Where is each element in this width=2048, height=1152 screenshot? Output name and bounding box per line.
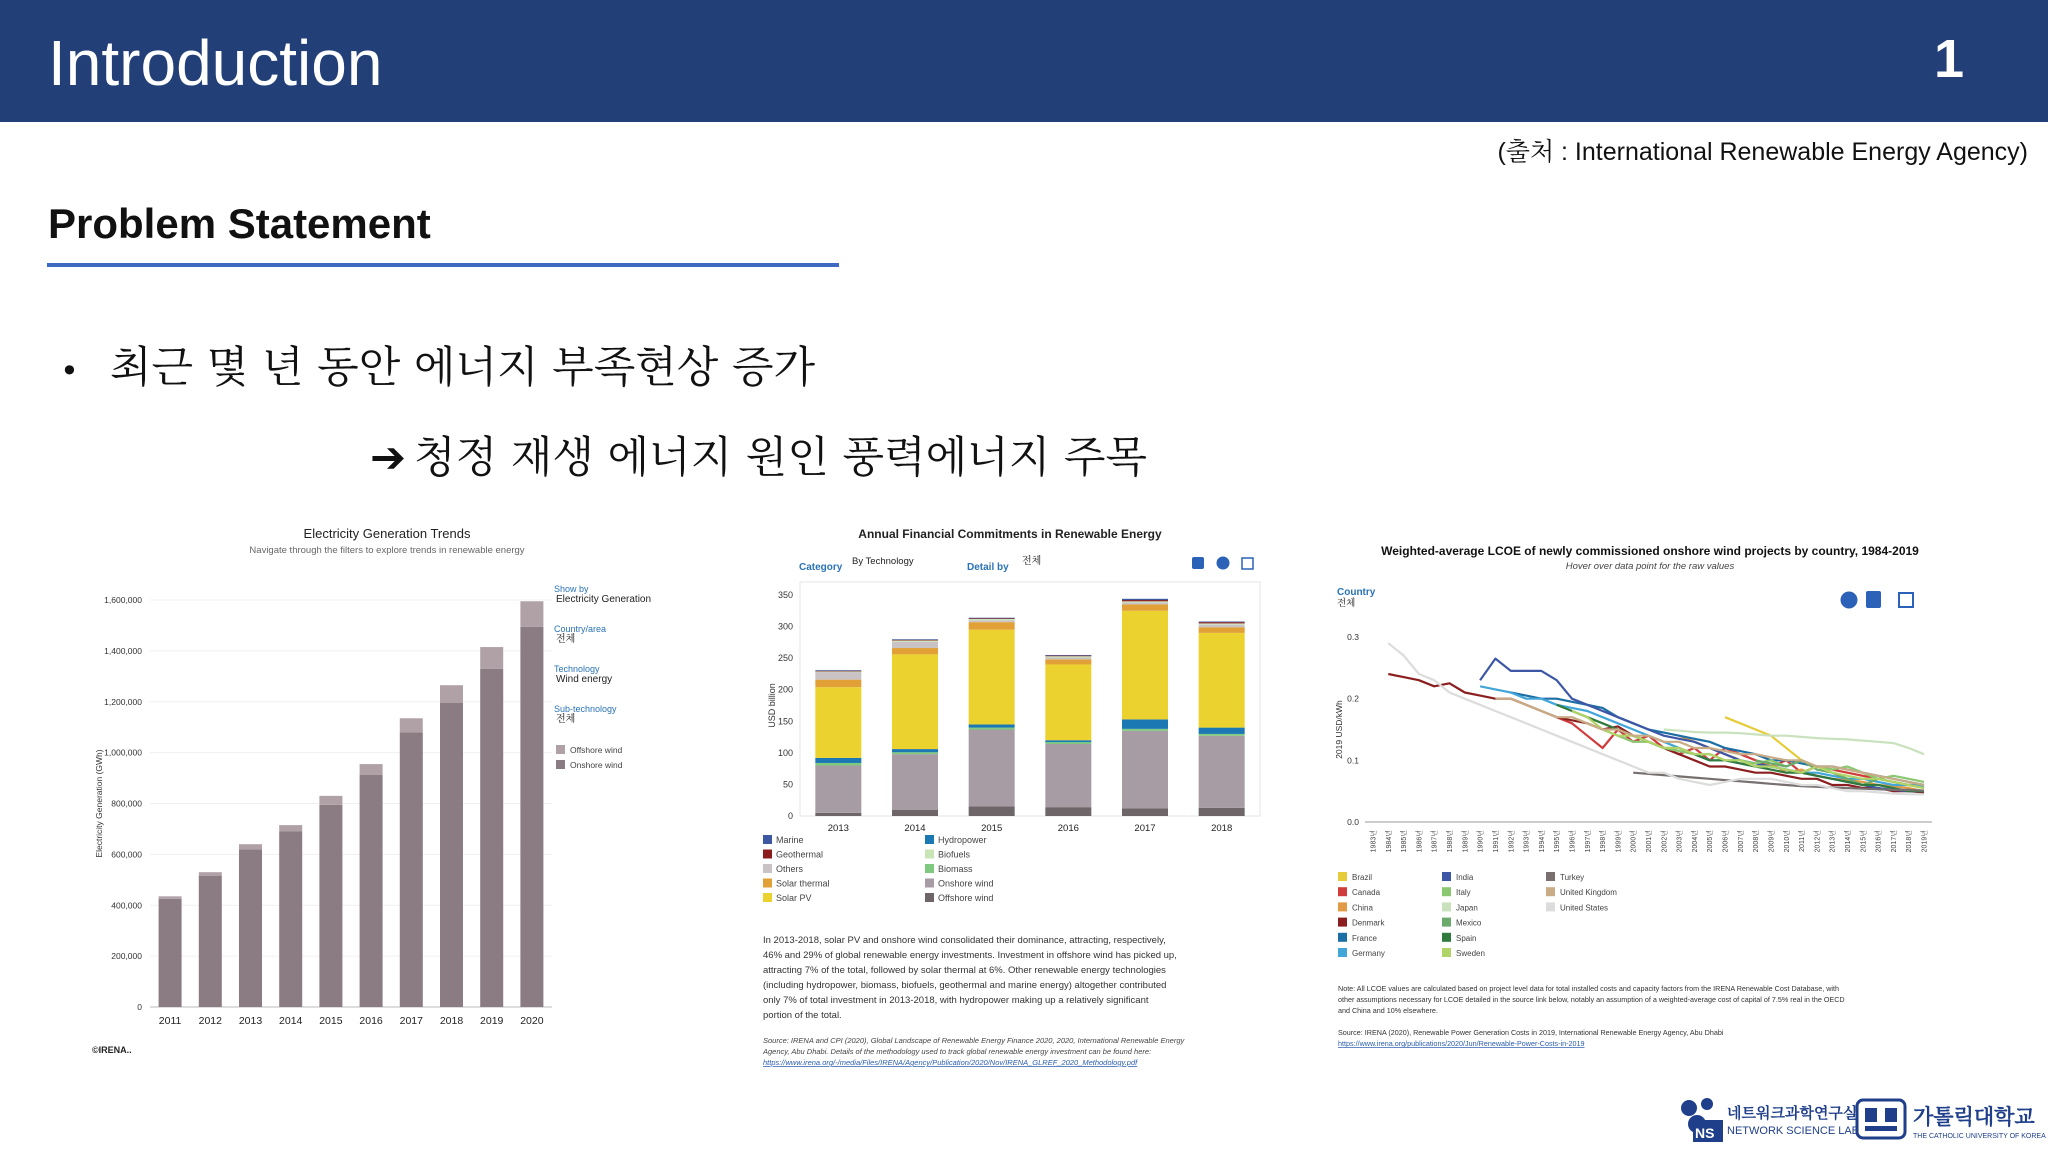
chart1-ytick-label: 200,000 bbox=[111, 951, 142, 962]
chart2-bar-segment bbox=[1045, 740, 1091, 742]
chart2-legend-swatch bbox=[925, 835, 934, 844]
chart1-xtick-label: 2017 bbox=[399, 1015, 423, 1027]
chart1-ytick-label: 0 bbox=[137, 1002, 142, 1012]
chart2-bar-segment bbox=[892, 639, 938, 640]
chart2-bar-segment bbox=[1045, 744, 1091, 807]
chart2-source-link: https://www.irena.org/-/media/Files/IRENA/Agency/Publication/2020/Nov/IRENA_GLREF_2020_Methodology.pdf bbox=[763, 1058, 1138, 1067]
chart2-legend-swatch bbox=[763, 864, 772, 873]
chart3-legend-swatch bbox=[1442, 918, 1451, 927]
chart2-title: Annual Financial Commitments in Renewable Energy bbox=[858, 527, 1162, 541]
chart3-filter-value: 전체 bbox=[1337, 598, 1356, 609]
chart2-bar-segment bbox=[969, 619, 1015, 620]
chart1-bar-offshore bbox=[520, 601, 543, 626]
chart3-note-line: and China and 10% elsewhere. bbox=[1338, 1006, 1438, 1015]
chart3-legend-label: Germany bbox=[1352, 949, 1385, 958]
chart2-bar-segment bbox=[1199, 627, 1245, 633]
chart1-legend-swatch bbox=[556, 745, 565, 754]
chart3-legend-label: Denmark bbox=[1352, 918, 1385, 928]
chart2-ytick-label: 0 bbox=[787, 811, 793, 821]
chart1-filter-value: Wind energy bbox=[556, 674, 613, 685]
chart2-xtick-label: 2014 bbox=[904, 823, 926, 834]
chart3-xtick-label: 2015년 bbox=[1860, 830, 1868, 853]
chart3-legend-swatch bbox=[1338, 887, 1347, 896]
chart3-legend-label: Japan bbox=[1456, 903, 1478, 913]
chart2-ylabel: USD billion bbox=[767, 683, 777, 728]
chart1-bar-offshore bbox=[480, 647, 503, 669]
arrow-text: 청정 재생 에너지 원인 풍력에너지 주목 bbox=[414, 433, 1147, 483]
chart1-xtick-label: 2018 bbox=[439, 1015, 464, 1027]
chart3-source-link: https://www.irena.org/publications/2020/Jun/Renewable-Power-Costs-in-2019 bbox=[1338, 1039, 1585, 1048]
chart2-legend-swatch bbox=[763, 879, 772, 888]
chart1-filter-label: Show by bbox=[554, 584, 589, 594]
chart2-ytick-label: 200 bbox=[777, 684, 793, 695]
chart2-bar-segment bbox=[969, 807, 1015, 816]
chart2-edit-icon bbox=[1242, 558, 1253, 569]
chart2-bar-segment bbox=[1122, 719, 1168, 728]
chart1-xtick-label: 2014 bbox=[279, 1015, 303, 1027]
chart3-xtick-label: 2014년 bbox=[1844, 830, 1852, 853]
chart2-bar-segment bbox=[1199, 625, 1245, 628]
chart3-ytick-label: 0.3 bbox=[1347, 632, 1359, 642]
chart1-ytick-label: 400,000 bbox=[111, 900, 142, 911]
chart3-legend-label: Spain bbox=[1456, 933, 1477, 943]
chart1-bar-onshore bbox=[440, 703, 463, 1007]
chart1-bar-onshore bbox=[279, 831, 302, 1007]
chart3-xtick-label: 2000년 bbox=[1630, 830, 1638, 853]
chart2-bar-segment bbox=[892, 752, 938, 754]
chart2-bar-segment bbox=[1199, 633, 1245, 728]
chart2-bar-segment bbox=[815, 680, 861, 688]
chart2-bar-segment bbox=[815, 671, 861, 672]
chart3-filter-label: Country bbox=[1337, 587, 1376, 598]
chart2-bar-segment bbox=[892, 648, 938, 654]
chart2-bar-segment bbox=[1045, 658, 1091, 660]
chart3-xtick-label: 1994년 bbox=[1538, 830, 1546, 853]
chart2-description-line: (including hydropower, biomass, biofuels, geothermal and marine energy) altogether contributed bbox=[763, 980, 1167, 991]
chart2-bar-segment bbox=[815, 670, 861, 671]
lcoe-chart bbox=[1330, 535, 1950, 1055]
chart1-bar-onshore bbox=[400, 732, 423, 1007]
university-korean-name: 가톨릭대학교 bbox=[1913, 1106, 2035, 1129]
chart1-filter-label: Sub-technology bbox=[554, 704, 617, 714]
chart1-bar-offshore bbox=[360, 764, 383, 775]
chart2-legend-swatch bbox=[925, 893, 934, 902]
chart3-xtick-label: 1998년 bbox=[1600, 830, 1608, 853]
chart3-xtick-label: 1983년 bbox=[1370, 830, 1378, 853]
chart2-filter-label: Category bbox=[799, 562, 843, 573]
chart2-filter-value: 전체 bbox=[1022, 556, 1042, 567]
bullet-dot-icon: • bbox=[60, 351, 79, 390]
chart2-bar-segment bbox=[1045, 655, 1091, 656]
chart1-ytick-label: 800,000 bbox=[111, 798, 142, 809]
chart1-xtick-label: 2016 bbox=[359, 1015, 383, 1027]
chart1-bar-offshore bbox=[279, 825, 302, 831]
chart3-xtick-label: 1985년 bbox=[1401, 830, 1409, 853]
chart2-bar-segment bbox=[892, 810, 938, 816]
chart2-bar-segment bbox=[1122, 603, 1168, 605]
chart3-xtick-label: 1988년 bbox=[1447, 830, 1455, 853]
chart3-xtick-label: 2013년 bbox=[1829, 830, 1837, 853]
chart2-bar-segment bbox=[969, 620, 1015, 622]
chart2-bar-segment bbox=[969, 724, 1015, 727]
chart2-info-icon bbox=[1217, 557, 1230, 570]
chart2-bar-segment bbox=[1122, 600, 1168, 601]
chart2-bar-segment bbox=[1122, 601, 1168, 602]
chart2-plot-frame bbox=[800, 582, 1260, 816]
chart1-filter-label: Country/area bbox=[554, 624, 607, 634]
chart3-legend-swatch bbox=[1338, 872, 1347, 881]
chart2-bar-segment bbox=[892, 754, 938, 810]
chart2-bar-segment bbox=[1199, 623, 1245, 624]
chart2-bar-segment bbox=[815, 813, 861, 816]
chart3-excel-icon bbox=[1866, 591, 1881, 608]
chart2-bar-segment bbox=[969, 618, 1015, 619]
slide-title: Introduction bbox=[48, 27, 383, 99]
header-bar bbox=[0, 0, 2048, 122]
chart1-bar-onshore bbox=[360, 775, 383, 1007]
chart1-subtitle: Navigate through the filters to explore trends in renewable energy bbox=[249, 545, 525, 556]
chart2-filter-label: Detail by bbox=[967, 562, 1009, 573]
chart2-legend-swatch bbox=[763, 893, 772, 902]
chart3-legend-swatch bbox=[1442, 872, 1451, 881]
chart2-bar-segment bbox=[815, 765, 861, 812]
chart2-bar-segment bbox=[815, 758, 861, 763]
chart2-bar-segment bbox=[892, 640, 938, 641]
chart1-bar-onshore bbox=[239, 849, 262, 1007]
chart3-xtick-label: 1989년 bbox=[1462, 830, 1470, 853]
chart3-xtick-label: 1996년 bbox=[1569, 830, 1577, 853]
chart2-ytick-label: 100 bbox=[777, 747, 793, 758]
chart2-bar-segment bbox=[969, 630, 1015, 725]
chart3-subtitle: Hover over data point for the raw values bbox=[1565, 561, 1735, 572]
chart2-legend-label: Solar PV bbox=[776, 893, 812, 903]
chart2-xtick-label: 2016 bbox=[1057, 823, 1079, 834]
chart2-ytick-label: 250 bbox=[777, 653, 793, 664]
chart3-note-line: other assumptions necessary for LCOE detailed in the source link below, notably an assumption of a weighted-average cost of capital of 7.5% real in the OECD bbox=[1338, 995, 1845, 1004]
chart3-legend-swatch bbox=[1338, 902, 1347, 911]
chart2-bar-segment bbox=[1199, 736, 1245, 808]
ns-mark: NS bbox=[1695, 1125, 1715, 1141]
chart3-legend-label: Canada bbox=[1352, 888, 1381, 898]
chart3-xtick-label: 1993년 bbox=[1523, 830, 1531, 853]
chart2-ytick-label: 350 bbox=[777, 590, 793, 600]
chart3-legend-label: India bbox=[1456, 873, 1474, 882]
chart3-xtick-label: 1991년 bbox=[1492, 830, 1500, 853]
chart3-legend-swatch bbox=[1546, 872, 1555, 881]
chart2-legend-label: Biomass bbox=[938, 864, 973, 874]
chart1-xtick-label: 2012 bbox=[198, 1015, 222, 1027]
chart3-ytick-label: 0.1 bbox=[1347, 755, 1359, 766]
chart3-legend-label: Sweden bbox=[1456, 949, 1485, 958]
chart3-legend-swatch bbox=[1442, 887, 1451, 896]
chart3-line-japan bbox=[1664, 730, 1924, 755]
chart2-bar-segment bbox=[1122, 611, 1168, 720]
chart3-xtick-label: 1992년 bbox=[1508, 830, 1516, 853]
chart3-xtick-label: 1995년 bbox=[1554, 830, 1562, 853]
chart1-bar-onshore bbox=[319, 805, 342, 1007]
chart2-bar-segment bbox=[815, 763, 861, 766]
chart3-xtick-label: 2004년 bbox=[1691, 830, 1699, 853]
chart3-legend-swatch bbox=[1546, 887, 1555, 896]
chart2-bar-segment bbox=[1045, 664, 1091, 740]
chart2-bar-segment bbox=[1122, 604, 1168, 610]
chart3-legend-swatch bbox=[1442, 902, 1451, 911]
chart2-bar-segment bbox=[892, 640, 938, 641]
chart2-bar-segment bbox=[892, 654, 938, 749]
chart1-bar-offshore bbox=[199, 872, 222, 876]
university-english-name: THE CATHOLIC UNIVERSITY OF KOREA bbox=[1913, 1133, 2046, 1140]
chart3-legend-label: United Kingdom bbox=[1560, 888, 1617, 898]
chart2-bar-segment bbox=[969, 618, 1015, 619]
chart1-legend-label: Offshore wind bbox=[570, 745, 623, 755]
chart1-xtick-label: 2019 bbox=[480, 1015, 504, 1027]
section-title: Problem Statement bbox=[48, 200, 431, 247]
chart1-ylabel: Electricity Generation (GWh) bbox=[94, 749, 104, 858]
chart2-bar-segment bbox=[1045, 659, 1091, 664]
chart1-xtick-label: 2015 bbox=[319, 1015, 343, 1027]
chart1-filter-label: Technology bbox=[554, 664, 600, 674]
chart2-bar-segment bbox=[1199, 728, 1245, 734]
chart3-xtick-label: 2008년 bbox=[1753, 830, 1761, 853]
arrow-line bbox=[370, 424, 1147, 485]
chart1-xtick-label: 2020 bbox=[520, 1015, 544, 1027]
chart3-xtick-label: 1984년 bbox=[1385, 830, 1393, 853]
chart2-bar-segment bbox=[1199, 622, 1245, 623]
chart3-legend-label: Turkey bbox=[1560, 873, 1585, 882]
chart2-bar-segment bbox=[1045, 656, 1091, 657]
chart1-ytick-label: 1,000,000 bbox=[104, 747, 142, 758]
chart3-xtick-label: 2010년 bbox=[1783, 830, 1791, 853]
chart2-description-line: only 7% of total investment in 2013-2018, with hydropower making up a relatively significant bbox=[763, 995, 1149, 1006]
chart3-xtick-label: 2005년 bbox=[1707, 830, 1715, 853]
chart3-xtick-label: 2001년 bbox=[1646, 830, 1653, 853]
chart2-bar-segment bbox=[892, 642, 938, 648]
chart2-legend-label: Biofuels bbox=[938, 849, 971, 860]
chart3-xtick-label: 1987년 bbox=[1431, 830, 1439, 853]
chart3-xtick-label: 2016년 bbox=[1875, 830, 1883, 853]
chart2-description-line: In 2013-2018, solar PV and onshore wind consolidated their dominance, attracting, respectively, bbox=[763, 935, 1166, 946]
chart2-excel-icon bbox=[1192, 557, 1204, 569]
chart1-filter-value: 전체 bbox=[556, 634, 576, 645]
chart2-description-line: portion of the total. bbox=[763, 1010, 842, 1021]
chart3-legend-label: United States bbox=[1560, 903, 1609, 913]
chart2-legend-label: Others bbox=[776, 864, 804, 874]
arrow-right-icon: ➔ bbox=[370, 433, 407, 483]
chart1-bar-onshore bbox=[199, 876, 222, 1007]
chart3-line-france bbox=[1511, 693, 1924, 786]
chart2-xtick-label: 2015 bbox=[981, 823, 1003, 834]
chart2-description-line: attracting 7% of the total, followed by solar thermal at 6%. Other renewable energy technologies bbox=[763, 965, 1166, 976]
chart2-bar-segment bbox=[815, 671, 861, 672]
chart1-bar-offshore bbox=[239, 844, 262, 849]
chart2-ytick-label: 50 bbox=[782, 779, 793, 790]
chart1-filter-value: Electricity Generation bbox=[556, 594, 652, 605]
chart2-bar-segment bbox=[1199, 808, 1245, 816]
chart3-xtick-label: 2003년 bbox=[1676, 830, 1684, 853]
chart3-xtick-label: 2017년 bbox=[1890, 830, 1898, 853]
chart1-bar-onshore bbox=[159, 899, 182, 1007]
chart3-xtick-label: 2002년 bbox=[1661, 830, 1669, 853]
chart2-bar-segment bbox=[815, 687, 861, 758]
chart2-legend-label: Offshore wind bbox=[938, 893, 994, 903]
chart3-title: Weighted-average LCOE of newly commissioned onshore wind projects by country, 1984-2019 bbox=[1381, 544, 1919, 558]
chart3-xtick-label: 1990년 bbox=[1477, 830, 1485, 853]
chart2-xtick-label: 2017 bbox=[1134, 823, 1156, 834]
chart2-bar-segment bbox=[1122, 729, 1168, 731]
chart1-ytick-label: 1,600,000 bbox=[104, 595, 142, 605]
chart3-xtick-label: 2019년 bbox=[1921, 830, 1929, 853]
chart1-legend-label: Onshore wind bbox=[570, 760, 623, 770]
chart1-legend-swatch bbox=[556, 760, 565, 769]
page-number: 1 bbox=[1933, 29, 1964, 89]
chart2-bar-segment bbox=[969, 622, 1015, 630]
chart2-bar-segment bbox=[815, 672, 861, 680]
chart2-bar-segment bbox=[1045, 807, 1091, 816]
catholic-university-logo bbox=[1855, 1094, 2046, 1144]
chart1-title: Electricity Generation Trends bbox=[303, 526, 471, 541]
chart1-bar-offshore bbox=[159, 896, 182, 899]
chart2-source-line: Source: IRENA and CPI (2020), Global Landscape of Renewable Energy Finance 2020, 2020, International Renewable Energy bbox=[763, 1036, 1185, 1045]
bullet-text: 최근 몇 년 동안 에너지 부족현상 증가 bbox=[110, 343, 816, 393]
chart1-ytick-label: 1,400,000 bbox=[104, 645, 142, 656]
electricity-generation-chart bbox=[90, 520, 690, 1060]
chart1-filter-value: 전체 bbox=[556, 714, 576, 725]
chart1-bar-offshore bbox=[400, 718, 423, 732]
chart3-source-line: Source: IRENA (2020), Renewable Power Generation Costs in 2019, International Renewable Energy Agency, Abu Dhabi bbox=[1338, 1028, 1724, 1037]
chart3-ylabel: 2019 USD/kWh bbox=[1334, 700, 1344, 759]
chart3-edit-icon bbox=[1899, 593, 1913, 607]
chart2-xtick-label: 2013 bbox=[827, 823, 849, 834]
chart3-xtick-label: 1986년 bbox=[1416, 830, 1424, 853]
chart2-legend-label: Marine bbox=[776, 835, 804, 845]
chart1-credit: ©IRENA.. bbox=[92, 1045, 132, 1055]
chart2-legend-swatch bbox=[763, 850, 772, 859]
chart2-source-line: Agency, Abu Dhabi. Details of the methodology used to track global renewable energy investment can be found here: bbox=[763, 1047, 1152, 1056]
chart2-legend-swatch bbox=[925, 850, 934, 859]
chart3-ytick-label: 0.2 bbox=[1347, 693, 1359, 704]
chart3-legend-label: Brazil bbox=[1352, 873, 1373, 882]
chart2-bar-segment bbox=[1045, 742, 1091, 744]
chart3-xtick-label: 2006년 bbox=[1722, 830, 1730, 853]
chart3-legend-swatch bbox=[1338, 948, 1347, 957]
chart2-legend-label: Solar thermal bbox=[776, 878, 830, 889]
chart2-legend-swatch bbox=[763, 835, 772, 844]
section-underline bbox=[47, 263, 839, 267]
lab-english-name: NETWORK SCIENCE LAB bbox=[1727, 1125, 1860, 1137]
chart1-bar-onshore bbox=[520, 627, 543, 1007]
chart3-xtick-label: 2007년 bbox=[1737, 830, 1745, 853]
chart2-bar-segment bbox=[892, 749, 938, 752]
financial-commitments-chart bbox=[755, 520, 1275, 1075]
chart1-xtick-label: 2011 bbox=[158, 1015, 182, 1027]
chart3-xtick-label: 2018년 bbox=[1906, 830, 1914, 853]
chart1-bar-offshore bbox=[319, 796, 342, 805]
chart3-legend-label: France bbox=[1352, 933, 1377, 943]
chart3-legend-label: Mexico bbox=[1456, 918, 1482, 928]
chart2-ytick-label: 300 bbox=[777, 621, 793, 632]
chart2-description-line: 46% and 29% of global renewable energy investments. Investment in offshore wind has picked up, bbox=[763, 950, 1177, 961]
chart2-bar-segment bbox=[1122, 731, 1168, 809]
chart3-legend-swatch bbox=[1442, 933, 1451, 942]
source-note: (출처 : International Renewable Energy Agency) bbox=[1497, 138, 2028, 166]
chart3-legend-swatch bbox=[1442, 948, 1451, 957]
chart2-xtick-label: 2018 bbox=[1211, 823, 1233, 834]
chart3-note-line: Note: All LCOE values are calculated based on project level data for total installed costs and capacity factors from the IRENA Renewable Cost Database, with bbox=[1338, 984, 1839, 993]
chart2-bar-segment bbox=[1199, 734, 1245, 736]
chart3-legend-swatch bbox=[1338, 933, 1347, 942]
chart2-legend-label: Onshore wind bbox=[938, 878, 994, 889]
chart2-legend-label: Geothermal bbox=[776, 849, 824, 860]
chart3-xtick-label: 2011년 bbox=[1799, 830, 1807, 852]
chart1-ytick-label: 600,000 bbox=[111, 849, 142, 860]
chart3-info-icon bbox=[1841, 592, 1858, 609]
chart2-bar-segment bbox=[969, 728, 1015, 730]
chart2-ytick-label: 150 bbox=[777, 716, 793, 727]
chart2-bar-segment bbox=[1045, 656, 1091, 657]
chart1-bar-offshore bbox=[440, 685, 463, 703]
network-science-lab-logo bbox=[1675, 1094, 1860, 1144]
chart1-ytick-label: 1,200,000 bbox=[104, 696, 142, 707]
chart2-filter-value: By Technology bbox=[852, 556, 914, 567]
chart3-legend-label: China bbox=[1352, 903, 1373, 913]
chart3-xtick-label: 2012년 bbox=[1814, 830, 1822, 853]
chart2-legend-swatch bbox=[925, 864, 934, 873]
lab-korean-name: 네트워크과학연구실 bbox=[1727, 1105, 1858, 1122]
chart1-xtick-label: 2013 bbox=[238, 1015, 263, 1027]
chart3-legend-label: Italy bbox=[1456, 888, 1471, 898]
chart3-ytick-label: 0.0 bbox=[1347, 817, 1359, 827]
chart3-legend-swatch bbox=[1338, 918, 1347, 927]
chart1-bar-onshore bbox=[480, 669, 503, 1007]
chart2-bar-segment bbox=[1199, 622, 1245, 623]
chart3-xtick-label: 2009년 bbox=[1768, 830, 1776, 853]
chart2-bar-segment bbox=[1122, 808, 1168, 816]
chart3-xtick-label: 1997년 bbox=[1584, 830, 1592, 853]
chart2-legend-label: Hydropower bbox=[938, 835, 987, 845]
chart2-bar-segment bbox=[1122, 599, 1168, 600]
chart3-legend-swatch bbox=[1546, 902, 1555, 911]
chart3-xtick-label: 1999년 bbox=[1615, 830, 1623, 853]
chart2-legend-swatch bbox=[925, 879, 934, 888]
bullet-item bbox=[60, 334, 815, 395]
chart2-bar-segment bbox=[969, 729, 1015, 806]
